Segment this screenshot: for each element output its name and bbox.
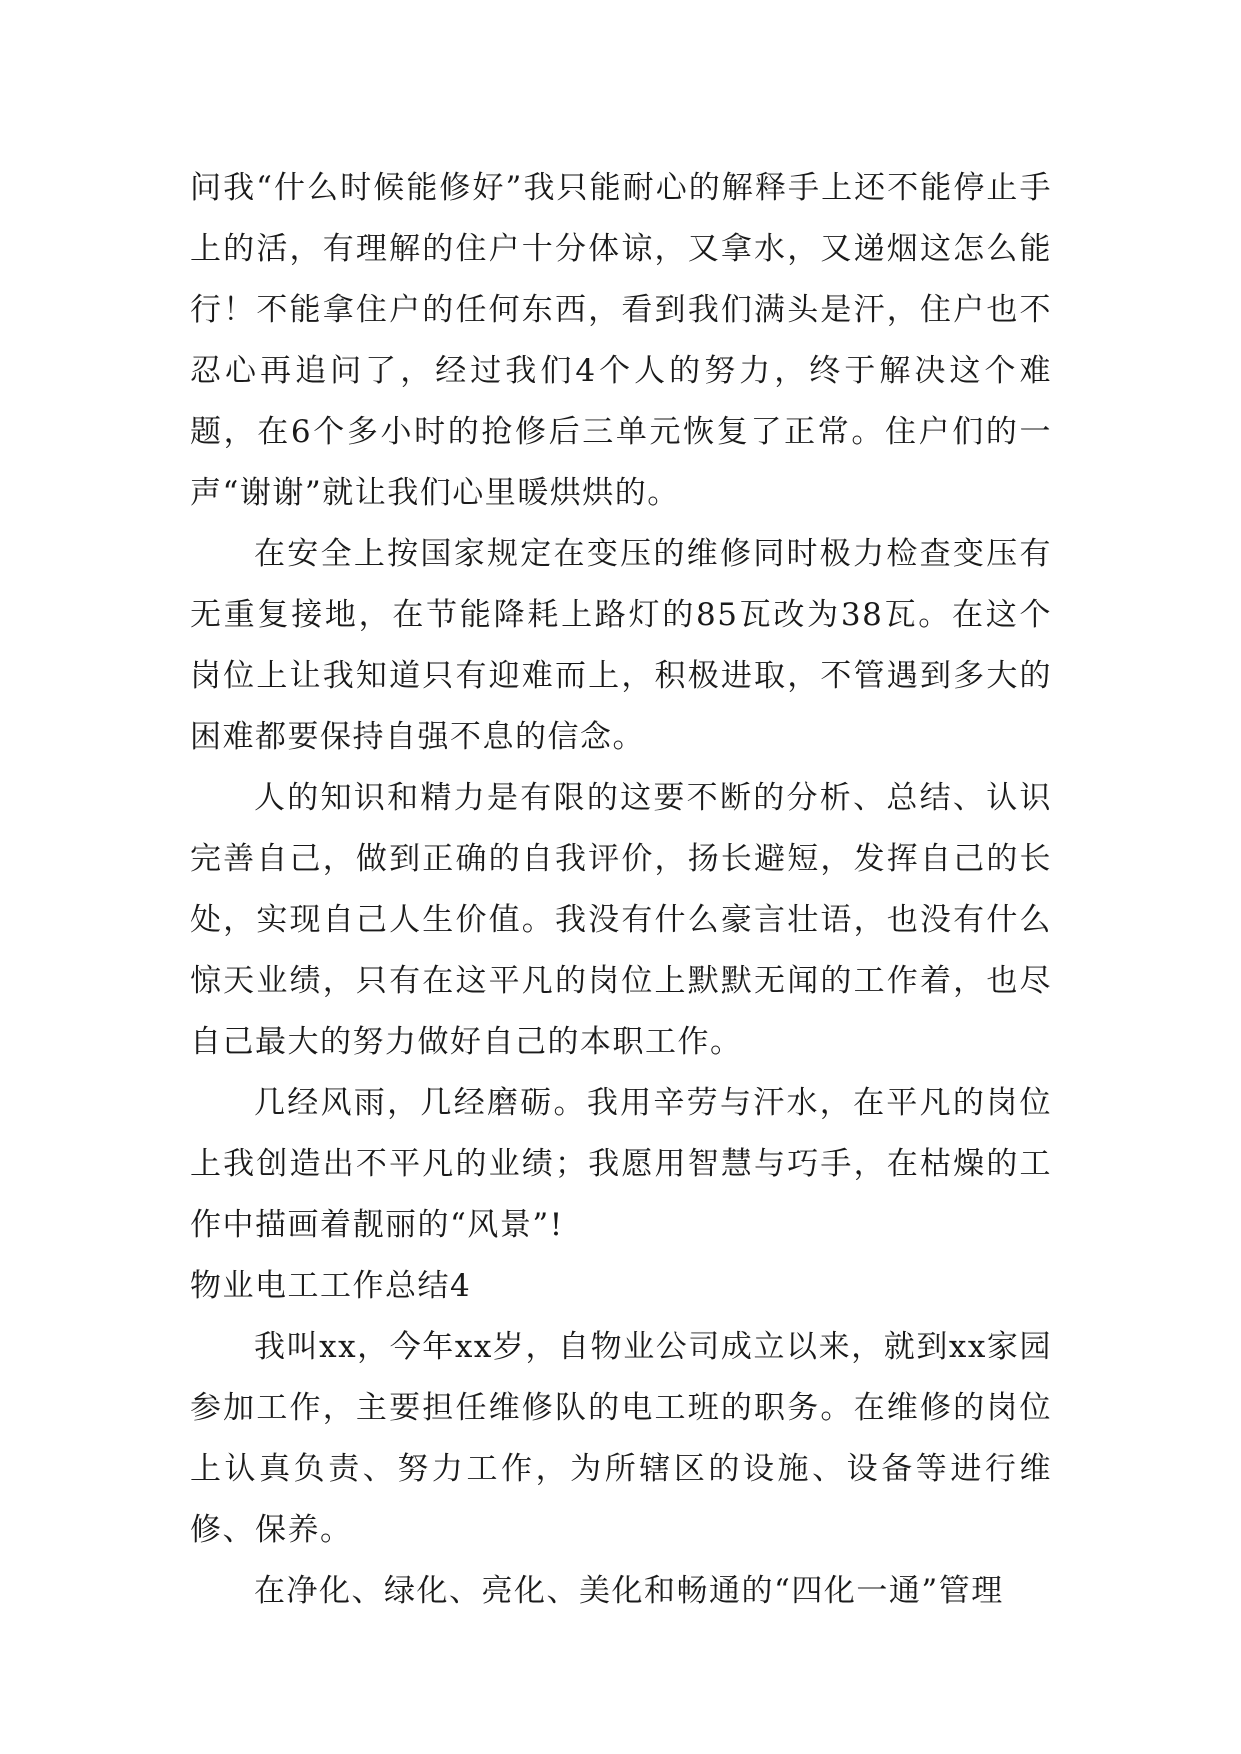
- document-body: [190, 158, 1052, 1622]
- paragraph-introduction: 我叫xx，今年xx岁，自物业公司成立以来，就到xx家园参加工作，主要担任维修队的电工班的职务。在维修的岗位上认真负责、努力工作，为所辖区的设施、设备等进行维修、保养。: [190, 1329, 1052, 1548]
- section-heading: 物业电工工作总结4: [190, 1268, 472, 1304]
- paragraph-safety: 在安全上按国家规定在变压的维修同时极力检查变压有无重复接地，在节能降耗上路灯的85瓦改为38瓦。在这个岗位上让我知道只有迎难而上，积极进取，不管遇到多大的困难都要保持自强不息的信念。: [190, 536, 1052, 755]
- paragraph-management: 在净化、绿化、亮化、美化和畅通的“四化一通”管理: [254, 1573, 1004, 1609]
- paragraph-continuation: 问我“什么时候能修好”我只能耐心的解释手上还不能停止手上的活，有理解的住户十分体谅，又拿水，又递烟这怎么能行！不能拿住户的任何东西，看到我们满头是汗，住户也不忍心再追问了，经过我们4个人的努力，终于解决这个难题，在6个多小时的抢修后三单元恢复了正常。住户们的一声“谢谢”就让我们心里暖烘烘的。: [190, 170, 1052, 511]
- paragraph-conclusion: 几经风雨，几经磨砺。我用辛劳与汗水，在平凡的岗位上我创造出不平凡的业绩；我愿用智慧与巧手，在枯燥的工作中描画着靓丽的“风景”!: [190, 1085, 1052, 1243]
- paragraph-self-improvement: 人的知识和精力是有限的这要不断的分析、总结、认识完善自己，做到正确的自我评价，扬长避短，发挥自己的长处，实现自己人生价值。我没有什么豪言壮语，也没有什么惊天业绩，只有在这平凡的岗位上默默无闻的工作着，也尽自己最大的努力做好自己的本职工作。: [190, 780, 1052, 1060]
